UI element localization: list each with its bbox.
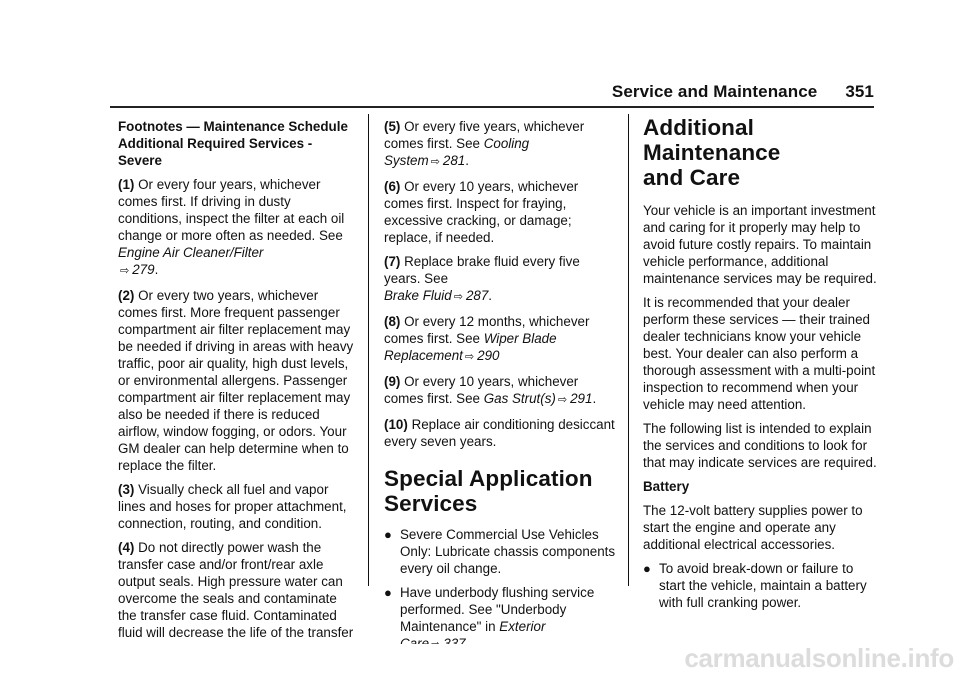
list-item — [384, 526, 616, 577]
footnote — [384, 313, 616, 366]
footnote-text: Replace brake fluid every five years. See — [384, 254, 580, 286]
footnote-number: (6) — [384, 179, 401, 194]
page-arrow-icon: ⇨ — [453, 291, 463, 303]
footnote-number: (1) — [118, 177, 135, 192]
column-divider — [368, 114, 369, 586]
footnote-text: Or every 10 years, whichever comes first. See — [384, 374, 579, 406]
footnote — [118, 176, 354, 280]
footnote-number: (2) — [118, 288, 135, 303]
subhead-line: Footnotes — Maintenance Schedule — [118, 119, 348, 134]
footnote — [118, 481, 354, 532]
footnotes-subhead — [118, 118, 354, 169]
footnote — [384, 373, 616, 409]
footnote — [384, 416, 616, 450]
column-3 — [643, 115, 877, 618]
cross-reference-link[interactable]: Gas Strut(s) — [483, 391, 556, 406]
footnote — [384, 178, 616, 246]
page-header — [612, 82, 874, 102]
footnote-number: (9) — [384, 374, 401, 389]
page-reference-link[interactable]: 291 — [570, 391, 593, 406]
page-arrow-icon: ⇨ — [120, 265, 130, 277]
section-heading: Special Application Services — [384, 466, 593, 516]
column-2 — [384, 118, 616, 661]
section-heading — [643, 115, 877, 190]
footnote-number: (4) — [118, 540, 135, 555]
footnote-text: Do not directly power wash the transfer case and/or front/rear axle output seals. High pressure water can overcome the seals and contaminate the transfer case fluid. Contaminated fluid will decrease the life of the transfer — [118, 540, 354, 640]
cross-reference-link[interactable]: Cooling System — [384, 136, 530, 168]
page-reference-link[interactable]: 287 — [465, 288, 489, 303]
bullet-icon: ● — [384, 527, 392, 542]
footnote — [384, 118, 616, 171]
footnote-text: Replace air conditioning desiccant every seven years. — [384, 417, 615, 449]
paragraph: The 12-volt battery supplies power to start the engine and operate any additional electrical accessories. — [643, 503, 863, 552]
page-reference-link[interactable]: 279 — [132, 262, 155, 277]
column-divider — [628, 114, 629, 586]
footnote-tail: . — [488, 288, 493, 303]
footnote-text: Or every four years, whichever comes first. If driving in dusty conditions, inspect the filter at each oil change or more often as needed. See — [118, 177, 345, 243]
heading-line: and Care — [643, 165, 741, 190]
bullet-icon: ● — [643, 561, 651, 576]
footnote-tail: . — [154, 262, 159, 277]
bullet-list — [384, 526, 616, 654]
paragraph: The following list is intended to explain the services and conditions to look for that may indicate services are required. — [643, 421, 877, 470]
watermark: carmanualsonline.info — [684, 643, 954, 673]
footnote-number: (8) — [384, 314, 401, 329]
page-reference-link[interactable]: 281 — [442, 153, 466, 168]
footnote-tail: . — [465, 153, 469, 168]
cross-reference-link[interactable]: Wiper Blade Replacement — [384, 331, 557, 363]
footnote-number: (3) — [118, 482, 135, 497]
footnote — [384, 253, 616, 306]
list-item-text: Have underbody flushing service performed. See "Underbody Maintenance" in — [400, 585, 595, 634]
footnote-tail: . — [592, 391, 597, 406]
column-1 — [118, 118, 354, 682]
footnote-number: (10) — [384, 417, 408, 432]
cross-reference-link[interactable]: Exterior — [499, 619, 546, 634]
section-title: Service and Maintenance — [611, 82, 818, 101]
page-number: 351 — [845, 82, 874, 101]
paragraph: Your vehicle is an important investment and caring for it properly may help to avoid future costly repairs. To maintain vehicle performance, additional maintenance services may be required. — [643, 203, 877, 286]
footnote-number: (7) — [384, 254, 401, 269]
heading-line: Additional Maintenance — [643, 115, 781, 165]
footnote-text: Or every two years, whichever comes first. More frequent passenger compartment air filter replacement may be needed if driving in areas with heavy traffic, poor air quality, high dust levels, or environmental allergens. Passenger compartment air filter replacement may also be needed if there is reduced airflow, window fogging, or odors. Your GM dealer can help determine when to replace the filter. — [118, 288, 354, 473]
battery-subhead: Battery — [643, 479, 690, 494]
list-item-text: Severe Commercial Use Vehicles Only: Lubricate chassis components every oil change. — [400, 527, 616, 576]
subhead-line: Additional Required Services - Severe — [118, 136, 313, 168]
footnote-number: (5) — [384, 119, 401, 134]
list-item — [643, 560, 877, 611]
footnote-text: Visually check all fuel and vapor lines and hoses for proper attachment, connection, routing, and condition. — [118, 482, 347, 531]
header-rule — [110, 106, 874, 108]
footnote — [118, 287, 354, 474]
paragraph: It is recommended that your dealer perform these services — their trained dealer technicians know your vehicle best. Your dealer can also perform a thorough assessment with a multi-point inspection to recommend when your vehicle may need attention. — [643, 295, 876, 412]
footnote-text: Or every five years, whichever comes first. See — [384, 119, 585, 151]
list-item-text: To avoid break-down or failure to start the vehicle, maintain a battery with full cranking power. — [659, 561, 867, 610]
page-arrow-icon: ⇨ — [464, 351, 475, 363]
footnote-text: Or every 12 months, whichever comes first. See — [384, 314, 590, 346]
cross-reference-link[interactable]: Brake Fluid — [384, 288, 452, 303]
bullet-list — [643, 560, 877, 611]
footnote-text: Or every 10 years, whichever comes first. Inspect for fraying, excessive cracking, or damage; replace, if needed. — [384, 179, 579, 245]
page-reference-link[interactable]: 290 — [477, 348, 500, 363]
cross-reference-link[interactable]: Engine Air Cleaner/Filter — [118, 245, 264, 260]
page-arrow-icon: ⇨ — [430, 156, 440, 168]
bullet-icon: ● — [384, 585, 392, 600]
page-arrow-icon: ⇨ — [557, 394, 568, 406]
footer-strip — [0, 644, 960, 678]
